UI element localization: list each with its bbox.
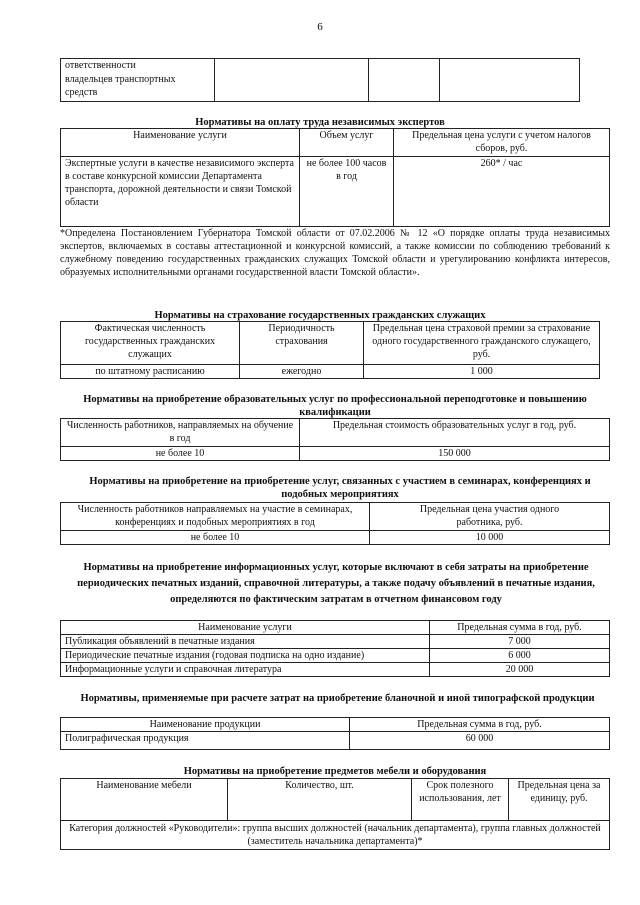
table-cell: 10 000 (370, 531, 610, 545)
table-header: Наименование услуги (61, 621, 430, 635)
seminars-heading: Нормативы на приобретение на приобретение услуг, связанных с участием в семинарах, конференциях и подобных мероприятиях (89, 476, 591, 500)
expert-fees-heading: Нормативы на оплату труда независимых экспертов (195, 117, 445, 128)
table-cell: Информационные услуги и справочная литература (61, 663, 430, 677)
printing-heading: Нормативы, применяемые при расчете затрат на приобретение бланочной и иной типографской продукции (80, 693, 595, 704)
furniture-heading: Нормативы на приобретение предметов мебели и оборудования (183, 766, 487, 777)
table-cell (215, 59, 369, 102)
table-header: Предельная цена услуги с учетом налогов сборов, руб. (394, 129, 610, 157)
table-header: Предельная сумма в год, руб. (430, 621, 610, 635)
table-header: Периодичность страхования (240, 322, 364, 365)
table-cell: Экспертные услуги в качестве независимого эксперта в составе конкурсной комиссии Департамента транспорта, дорожной деятельности и связи Томской области (61, 157, 300, 227)
table-cell: не более 10 (61, 531, 370, 545)
table-cell: по штатному расписанию (61, 365, 240, 379)
table-header: Количество, шт. (228, 779, 412, 821)
table-cell: ответственности владельцев транспортных средств (61, 59, 215, 102)
furniture-table (60, 778, 610, 850)
table-cell: 7 000 (430, 635, 610, 649)
continuation-table (60, 58, 580, 102)
printing-table (60, 717, 610, 750)
table-cell: 260* / час (394, 157, 610, 227)
table-cell (440, 59, 580, 102)
table-header: Предельная сумма в год, руб. (350, 718, 610, 732)
insurance-table (60, 321, 600, 379)
table-header: Предельная цена участия одного работника, руб. (370, 503, 610, 531)
training-heading: Нормативы на приобретение образовательных услуг по профессиональной переподготовке и повышению квалификации (83, 394, 587, 418)
training-table (60, 418, 610, 461)
table-header: Фактическая численность государственных гражданских служащих (61, 322, 240, 365)
table-header: Численность работников, направляемых на обучение в год (61, 419, 300, 447)
table-cell (369, 59, 440, 102)
table-header: Предельная стоимость образовательных услуг в год, руб. (300, 419, 610, 447)
page-number: 6 (317, 21, 323, 33)
info-services-heading: Нормативы на приобретение информационных услуг, которые включают в себя затраты на приобретение периодических печатных изданий, справочной литературы, а также подачу объявлений в печатные издания, определяются по фактическим затратам в отчетном финансовом году (77, 562, 595, 605)
footnote: *Определена Постановлением Губернатора Томской области от 07.02.2006 № 12 «О порядке оплаты труда независимых экспертов, включаемых в составы аттестационной и конкурсной комиссий, а также комиссии по соблюдению требований к служебному поведению государственных гражданских служащих Томской области и урегулированию конфликта интересов, образуемых исполнительными органами государственной власти Томской области». (60, 228, 610, 278)
category-row: Категория должностей «Руководители»: группа высших должностей (начальник департамента), группа главных должностей (заместитель начальника департамента)* (61, 821, 610, 850)
table-cell: ежегодно (240, 365, 364, 379)
table-cell: Полиграфическая продукция (61, 732, 350, 750)
table-cell: 6 000 (430, 649, 610, 663)
table-cell: Публикация объявлений в печатные издания (61, 635, 430, 649)
table-cell: не более 100 часов в год (300, 157, 394, 227)
table-header: Наименование мебели (61, 779, 228, 821)
table-cell: не более 10 (61, 447, 300, 461)
table-cell: Периодические печатные издания (годовая подписка на одно издание) (61, 649, 430, 663)
info-services-table (60, 620, 610, 677)
table-header: Наименование продукции (61, 718, 350, 732)
expert-fees-table (60, 128, 610, 227)
table-header: Объем услуг (300, 129, 394, 157)
table-cell: 150 000 (300, 447, 610, 461)
table-header: Численность работников направляемых на участие в семинарах, конференциях и подобных мероприятиях в год (61, 503, 370, 531)
table-cell: 1 000 (364, 365, 600, 379)
table-header: Срок полезного использования, лет (412, 779, 509, 821)
table-header: Предельная цена за единицу, руб. (509, 779, 610, 821)
table-header: Наименование услуги (61, 129, 300, 157)
seminars-table (60, 502, 610, 545)
insurance-heading: Нормативы на страхование государственных гражданских служащих (154, 310, 486, 321)
table-cell: 60 000 (350, 732, 610, 750)
table-header: Предельная цена страховой премии за страхование одного государственного гражданского служащего, руб. (364, 322, 600, 365)
table-cell: 20 000 (430, 663, 610, 677)
